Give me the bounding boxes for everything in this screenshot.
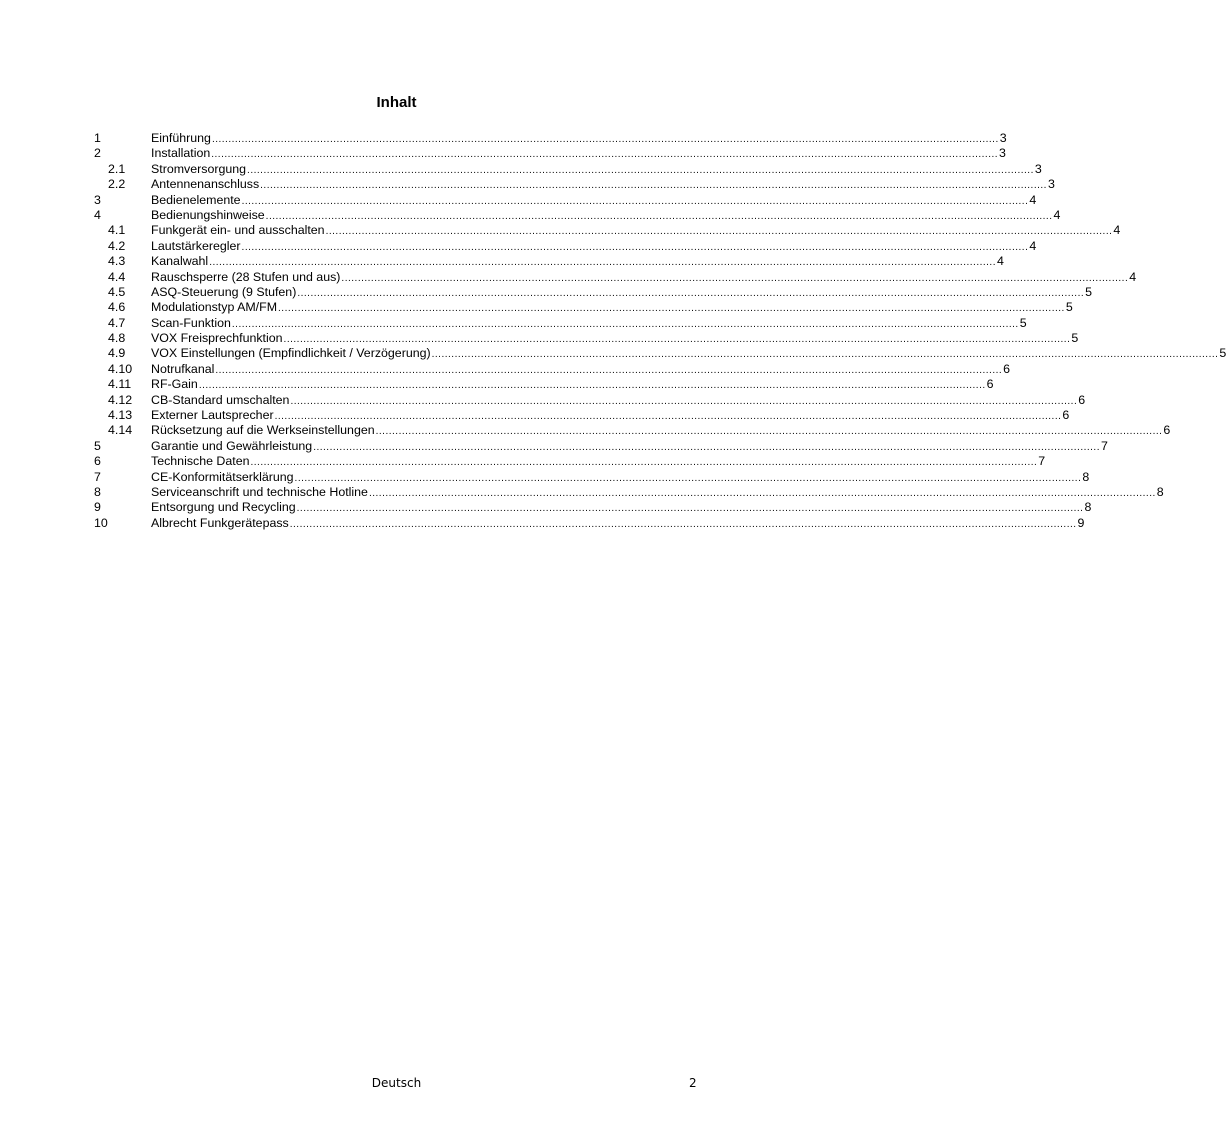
toc-entry-title: Stromversorgung: [151, 161, 247, 176]
toc-entry[interactable]: [94, 207, 1061, 223]
toc-dot-leader: ................................................................................................................................................................................................................................................: [198, 380, 986, 392]
toc-entry[interactable]: [94, 408, 1070, 423]
toc-dot-leader: ................................................................................................................................................................................................................................................: [313, 441, 1100, 453]
toc-entry-page: 4: [1029, 238, 1037, 253]
toc-entry-number: 3: [94, 192, 101, 207]
toc-entry-number: 4.11: [108, 377, 132, 392]
toc-entry-title: Albrecht Funkgerätepass: [151, 515, 289, 530]
toc-entry-title: Scan-Funktion: [151, 315, 231, 330]
toc-dot-leader: ................................................................................................................................................................................................................................................: [283, 334, 1071, 346]
toc-entry-title: CB-Standard umschalten: [151, 392, 290, 407]
toc-dot-leader: ................................................................................................................................................................................................................................................: [297, 287, 1085, 299]
toc-entry[interactable]: [94, 392, 1086, 408]
toc-entry-title: Modulationstyp AM/FM: [151, 300, 278, 315]
toc-entry-number: 4.12: [108, 392, 133, 407]
toc-entry-title: VOX Freisprechfunktion: [151, 331, 283, 346]
toc-entry-number: 2.1: [108, 161, 126, 176]
toc-entry-title: VOX Einstellungen (Empfindlichkeit / Verzögerung): [151, 346, 431, 361]
toc-entry-number: 4.9: [108, 346, 126, 361]
toc-entry-number: 4: [94, 207, 101, 222]
toc-entry-page: 7: [1100, 438, 1108, 453]
toc-entry[interactable]: [94, 269, 1137, 285]
toc-entry[interactable]: [94, 331, 1079, 346]
toc-dot-leader: ................................................................................................................................................................................................................................................: [274, 411, 1062, 423]
toc-entry-page: 8: [1084, 500, 1092, 515]
toc-entry-number: 9: [94, 500, 101, 515]
toc-entry[interactable]: [94, 284, 1093, 300]
toc-dot-leader: ................................................................................................................................................................................................................................................: [325, 226, 1113, 238]
toc-entry-page: 5: [1065, 300, 1073, 315]
toc-entry-title: Externer Lautsprecher: [151, 408, 274, 423]
toc-entry[interactable]: [94, 500, 1092, 515]
toc-entry-number: 2: [94, 146, 101, 161]
toc-dot-leader: ................................................................................................................................................................................................................................................: [290, 395, 1078, 407]
toc-entry-page: 6: [986, 377, 994, 392]
toc-entry-title: RF-Gain: [151, 377, 198, 392]
toc-entry[interactable]: [94, 469, 1090, 485]
toc-entry-title: Notrufkanal: [151, 361, 215, 376]
toc-entry[interactable]: [94, 346, 1226, 361]
toc-entry-number: 4.8: [108, 331, 126, 346]
toc-entry-title: ASQ-Steuerung (9 Stufen): [151, 284, 297, 299]
toc-dot-leader: ................................................................................................................................................................................................................................................: [278, 303, 1065, 315]
toc-entry-page: 6: [1062, 408, 1070, 423]
toc-entry[interactable]: [94, 223, 1121, 238]
toc-entry-number: 4.3: [108, 254, 126, 269]
toc-entry-page: 4: [1053, 207, 1061, 222]
toc-entry-number: 4.10: [108, 361, 133, 376]
toc-dot-leader: ................................................................................................................................................................................................................................................: [209, 257, 996, 269]
toc-dot-leader: ................................................................................................................................................................................................................................................: [289, 518, 1077, 530]
toc-entry-number: 4.2: [108, 238, 126, 253]
toc-entry-page: 3: [999, 131, 1007, 145]
toc-entry-page: 3: [1047, 177, 1055, 192]
toc-entry[interactable]: [94, 300, 1073, 315]
toc-entry-page: 6: [1163, 423, 1171, 438]
toc-entry-page: 5: [1085, 284, 1093, 299]
toc-entry-number: 4.13: [108, 408, 133, 423]
toc-entry-title: Antennenanschluss: [151, 177, 260, 192]
toc-entry[interactable]: [94, 454, 1046, 469]
toc-entry[interactable]: [94, 438, 1108, 454]
toc-entry-page: 6: [1078, 392, 1086, 407]
toc-entry[interactable]: [94, 161, 1042, 177]
toc-entry[interactable]: [94, 177, 1055, 192]
toc-entry-number: 4.1: [108, 223, 126, 238]
toc-entry-number: 1: [94, 131, 101, 145]
toc-entry-number: 4.7: [108, 315, 126, 330]
toc-dot-leader: ................................................................................................................................................................................................................................................: [215, 364, 1003, 376]
toc-entry-title: Einführung: [151, 131, 211, 145]
toc-dot-leader: ................................................................................................................................................................................................................................................: [431, 349, 1219, 361]
toc-entry-title: Entsorgung und Recycling: [151, 500, 296, 515]
toc-dot-leader: ................................................................................................................................................................................................................................................: [294, 472, 1082, 484]
toc-entry-title: Rauschsperre (28 Stufen und aus): [151, 269, 341, 284]
toc-dot-leader: ................................................................................................................................................................................................................................................: [265, 210, 1053, 222]
toc-entry[interactable]: [94, 131, 1007, 146]
toc-dot-leader: ................................................................................................................................................................................................................................................: [296, 503, 1084, 515]
toc-entry[interactable]: [94, 238, 1037, 254]
toc-entry[interactable]: [94, 361, 1011, 377]
toc-entry-number: 2.2: [108, 177, 126, 192]
toc-dot-leader: ................................................................................................................................................................................................................................................: [250, 457, 1038, 469]
footer-page-number: 2: [689, 1076, 697, 1090]
toc-entry-title: CE-Konformitätserklärung: [151, 469, 294, 484]
toc-dot-leader: ................................................................................................................................................................................................................................................: [211, 134, 999, 145]
toc-dot-leader: ................................................................................................................................................................................................................................................: [211, 149, 999, 161]
toc-dot-leader: ................................................................................................................................................................................................................................................: [260, 180, 1047, 192]
toc-entry-title: Bedienungshinweise: [151, 207, 265, 222]
toc-entry-number: 4.5: [108, 284, 126, 299]
toc-entry-page: 8: [1082, 469, 1090, 484]
toc-entry-page: 5: [1071, 331, 1079, 346]
toc-entry-title: Funkgerät ein- und ausschalten: [151, 223, 325, 238]
toc-entry-page: 8: [1156, 484, 1164, 499]
toc-entry-page: 4: [1129, 269, 1137, 284]
toc-entry[interactable]: [94, 192, 1037, 208]
toc-entry-page: 3: [999, 146, 1006, 161]
toc-entry-page: 3: [1034, 161, 1042, 176]
toc-entry-number: 5: [94, 438, 101, 453]
toc-entry[interactable]: [94, 484, 1164, 500]
toc-entry-page: 5: [1019, 315, 1027, 330]
toc-entry-title: Serviceanschrift und technische Hotline: [151, 484, 368, 499]
toc-entry-title: Lautstärkeregler: [151, 238, 241, 253]
toc-entry-title: Garantie und Gewährleistung: [151, 438, 313, 453]
toc-entry-number: 4.4: [108, 269, 126, 284]
toc-entry-title: Rücksetzung auf die Werkseinstellungen: [151, 423, 375, 438]
toc-dot-leader: ................................................................................................................................................................................................................................................: [368, 487, 1156, 499]
table-of-contents: [94, 131, 1226, 531]
toc-entry-number: 6: [94, 454, 101, 469]
toc-dot-leader: ................................................................................................................................................................................................................................................: [231, 318, 1019, 330]
toc-entry-title: Installation: [151, 146, 211, 161]
page-title: Inhalt: [376, 94, 417, 111]
toc-dot-leader: ................................................................................................................................................................................................................................................: [241, 241, 1029, 253]
toc-entry-page: 7: [1038, 454, 1046, 469]
toc-entry[interactable]: [94, 515, 1085, 531]
toc-entry[interactable]: [94, 377, 994, 392]
toc-entry-page: 6: [1003, 361, 1011, 376]
toc-entry[interactable]: [94, 315, 1027, 331]
footer-language: Deutsch: [371, 1076, 422, 1090]
toc-entry[interactable]: [94, 146, 1006, 161]
toc-entry-page: 5: [1219, 346, 1226, 361]
toc-entry[interactable]: [94, 423, 1171, 438]
toc-dot-leader: ................................................................................................................................................................................................................................................: [241, 195, 1029, 207]
toc-entry-page: 4: [1113, 223, 1121, 238]
toc-entry-number: 10: [94, 515, 108, 530]
toc-dot-leader: ................................................................................................................................................................................................................................................: [341, 272, 1129, 284]
toc-dot-leader: ................................................................................................................................................................................................................................................: [375, 426, 1163, 438]
toc-entry-number: 8: [94, 484, 101, 499]
toc-entry-title: Technische Daten: [151, 454, 250, 469]
toc-entry-title: Kanalwahl: [151, 254, 209, 269]
toc-entry-page: 4: [1029, 192, 1037, 207]
toc-entry-number: 4.6: [108, 300, 126, 315]
toc-entry-page: 4: [996, 254, 1004, 269]
toc-dot-leader: ................................................................................................................................................................................................................................................: [247, 164, 1034, 176]
toc-entry-number: 4.14: [108, 423, 133, 438]
toc-entry[interactable]: [94, 254, 1004, 269]
toc-entry-title: Bedienelemente: [151, 192, 241, 207]
toc-entry-page: 9: [1077, 515, 1085, 530]
toc-entry-number: 7: [94, 469, 101, 484]
